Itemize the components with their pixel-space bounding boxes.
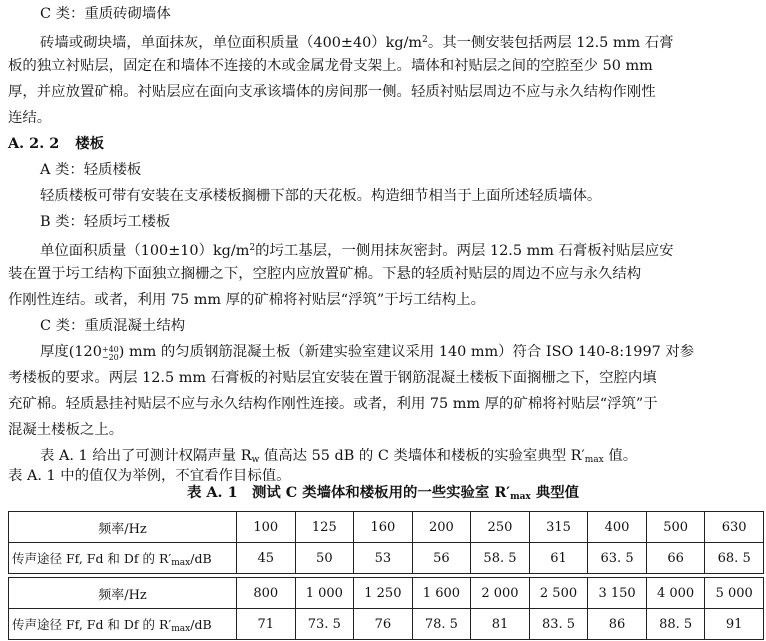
freq-cell: 200 [412,512,471,543]
table-row-values-2 [9,609,764,640]
caption-head: 表 A. 1 测试 C 类墙体和楼板用的一些实验室 R′ [186,484,511,501]
unit-superscript: 2 [249,243,256,253]
row-label-tail: /dB [190,616,212,632]
class-c-line-4: 混凝土楼板之上。 [8,422,124,438]
intro-line-1-mid: 值高达 55 dB 的 C 类墙体和楼板的实验室典型 R′ [259,448,585,464]
value-cell: 53 [354,543,413,574]
class-b-title: B 类：轻质圬工楼板 [40,214,171,230]
value-cell: 76 [354,609,413,640]
value-cell: 68. 5 [705,543,764,574]
section-heading-a22 [8,134,104,154]
class-c-line-1-head: 厚度(120 [40,344,102,360]
table-row-values-1 [9,543,764,574]
wall-paragraph-line-1 [40,30,674,53]
freq-cell: 1 000 [295,578,354,609]
class-c-wall-title: C 类：重质砖砌墙体 [40,6,171,22]
class-b-line-1-head: 单位面积质量（100±10）kg/m [40,243,250,259]
class-c-line-2: 考楼板的要求。两层 12.5 mm 石膏板的衬贴层宜安装在置于钢筋混凝土楼板下面搁栅之下，空腔内填 [8,370,657,386]
class-c-line-3: 充矿棉。轻质悬挂衬贴层不应与永久结构作刚性连接。或者，利用 75 mm 厚的矿棉将衬贴层“浮筑”于 [8,396,658,412]
wall-paragraph-line-2: 板的独立衬贴层，固定在和墙体不连接的木或金属龙骨支架上。墙体和衬贴层之间的空腔至少 50 mm [8,58,653,74]
class-b-line-2: 装在置于圬工结构下面独立搁栅之下，空腔内应放置矿棉。下悬的轻质衬贴层的周边不应与永久结构 [8,266,642,282]
value-cell: 73. 5 [295,609,354,640]
value-cell: 58. 5 [471,543,530,574]
value-label-cell [9,609,237,640]
value-cell: 66 [646,543,705,574]
value-cell: 61 [529,543,588,574]
freq-cell: 630 [705,512,764,543]
freq-cell: 1 600 [412,578,471,609]
tolerance-plus: +40 [101,345,119,354]
tolerance-minus: −20 [101,353,119,362]
wall-paragraph-line-4: 连结。 [8,110,52,126]
freq-cell: 400 [588,512,647,543]
freq-cell: 4 000 [646,578,705,609]
row-label-subscript: max [171,557,191,568]
class-a-paragraph: 轻质楼板可带有安装在支承楼板搁栅下部的天花板。构造细节相当于上面所述轻质墙体。 [40,188,602,204]
freq-cell: 3 150 [588,578,647,609]
class-c-line-1-tail: ) mm 的匀质钢筋混凝土板（新建实验室建议采用 140 mm）符合 ISO 140-8:1997 对参 [118,344,695,360]
table-caption [0,483,766,507]
class-c-floor-title: C 类：重质混凝土结构 [40,318,186,334]
row-label-head: 传声途径 Ff, Fd 和 Df 的 R′ [12,616,172,632]
rw-subscript: w [251,455,260,465]
value-cell: 78. 5 [412,609,471,640]
value-label-cell [9,543,237,574]
intro-line-2: 表 A. 1 中的值仅为举例，不宜看作目标值。 [8,468,291,484]
typical-values-table [8,511,764,640]
value-cell: 56 [412,543,471,574]
section-number: A. 2. 2 [8,135,60,152]
class-b-line-1-tail: 的圬工基层，一侧用抹灰密封。两层 12.5 mm 石膏板衬贴层应安 [255,243,674,259]
wall-line-1-tail: 。其一侧安装包括两层 12.5 mm 石膏 [427,35,674,51]
freq-cell: 1 250 [354,578,413,609]
table-row-freq-2 [9,578,764,609]
row-label-head: 传声途径 Ff, Fd 和 Df 的 R′ [12,550,172,566]
value-cell: 91 [705,609,764,640]
caption-subscript: max [510,492,531,502]
thickness-tolerance [102,346,119,362]
freq-cell: 160 [354,512,413,543]
value-cell: 50 [295,543,354,574]
freq-cell: 500 [646,512,705,543]
value-cell: 63. 5 [588,543,647,574]
freq-cell: 800 [237,578,296,609]
freq-label-cell: 频率/Hz [9,512,237,543]
class-c-line-1 [40,342,694,362]
row-label-tail: /dB [190,550,212,566]
value-cell: 86 [588,609,647,640]
unit-superscript: 2 [422,35,428,45]
table-row-freq-1 [9,512,764,543]
class-b-line-3: 作刚性连结。或者，利用 75 mm 厚的矿棉将衬贴层“浮筑”于圬工结构上。 [8,292,485,308]
freq-cell: 2 500 [529,578,588,609]
value-cell: 81 [471,609,530,640]
value-cell: 83. 5 [529,609,588,640]
wall-line-1-head: 砖墙或砌块墙，单面抹灰，单位面积质量（400±40）kg/m [40,35,423,51]
wall-paragraph-line-3: 厚，并应放置矿棉。衬贴层应在面向支承该墙体的房间那一侧。轻质衬贴层周边不应与永久结构作刚性 [8,84,656,100]
freq-cell: 250 [471,512,530,543]
section-title: 楼板 [75,135,105,152]
class-b-line-1 [40,238,674,261]
value-cell: 71 [237,609,296,640]
intro-line-1-head: 表 A. 1 给出了可测计权隔声量 R [40,448,252,464]
freq-cell: 315 [529,512,588,543]
intro-line-1-tail: 值。 [603,448,638,464]
freq-cell: 5 000 [705,578,764,609]
value-cell: 88. 5 [646,609,705,640]
class-a-title: A 类：轻质楼板 [40,162,142,178]
caption-tail: 典型值 [530,484,579,501]
freq-cell: 2 000 [471,578,530,609]
freq-cell: 125 [295,512,354,543]
value-cell: 45 [237,543,296,574]
freq-label-cell: 频率/Hz [9,578,237,609]
row-label-subscript: max [171,623,191,634]
freq-cell: 100 [237,512,296,543]
rmax-subscript: max [584,455,604,465]
